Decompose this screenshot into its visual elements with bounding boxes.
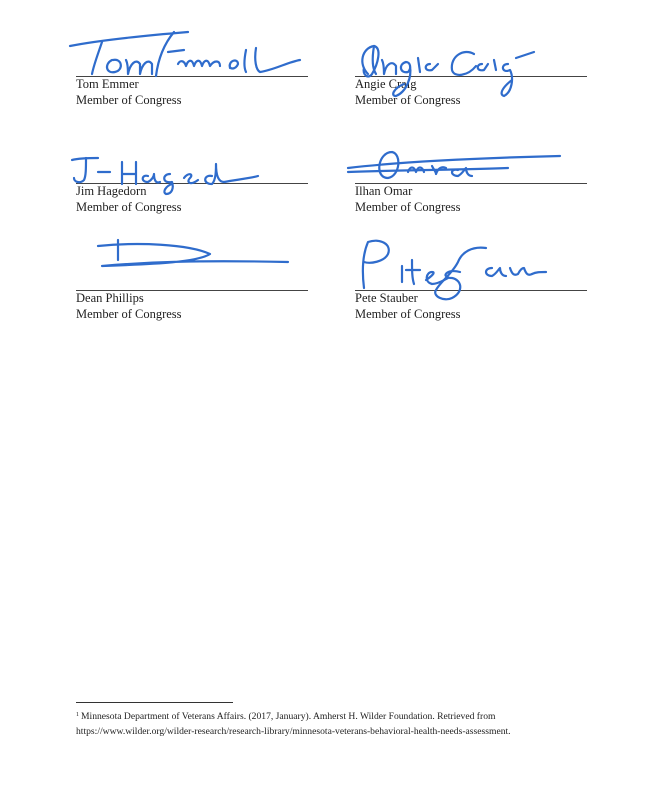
signatory-title: Member of Congress [355, 93, 461, 107]
signatory-name: Pete Stauber [355, 291, 418, 305]
signatory-title: Member of Congress [355, 307, 461, 321]
signature-stauber [340, 232, 550, 310]
signatory-name: Dean Phillips [76, 291, 144, 305]
signature-phillips [88, 232, 298, 282]
signature-omar [338, 142, 568, 192]
signature-hagedorn [62, 146, 262, 196]
signature-emmer [60, 20, 310, 85]
signature-craig [348, 34, 538, 104]
footnote-marker: 1 [76, 712, 79, 718]
signatory-name: Ilhan Omar [355, 184, 413, 198]
footnote-text: Minnesota Department of Veterans Affairs. (2017, January). Amherst H. Wilder Foundation. Retrieved from https://www.wilder.org/wilder-research/research-library/minnesota-veterans-behavioral-health-needs-assessment. [76, 711, 511, 737]
signatory-name: Angie Craig [355, 77, 417, 91]
signatory-title: Member of Congress [76, 307, 182, 321]
signatory-title: Member of Congress [76, 93, 182, 107]
signatory-title: Member of Congress [76, 200, 182, 214]
footnote [76, 709, 596, 739]
signatory-title: Member of Congress [355, 200, 461, 214]
footnote-separator [76, 702, 233, 703]
signatory-name: Tom Emmer [76, 77, 139, 91]
signatory-name: Jim Hagedorn [76, 184, 147, 198]
